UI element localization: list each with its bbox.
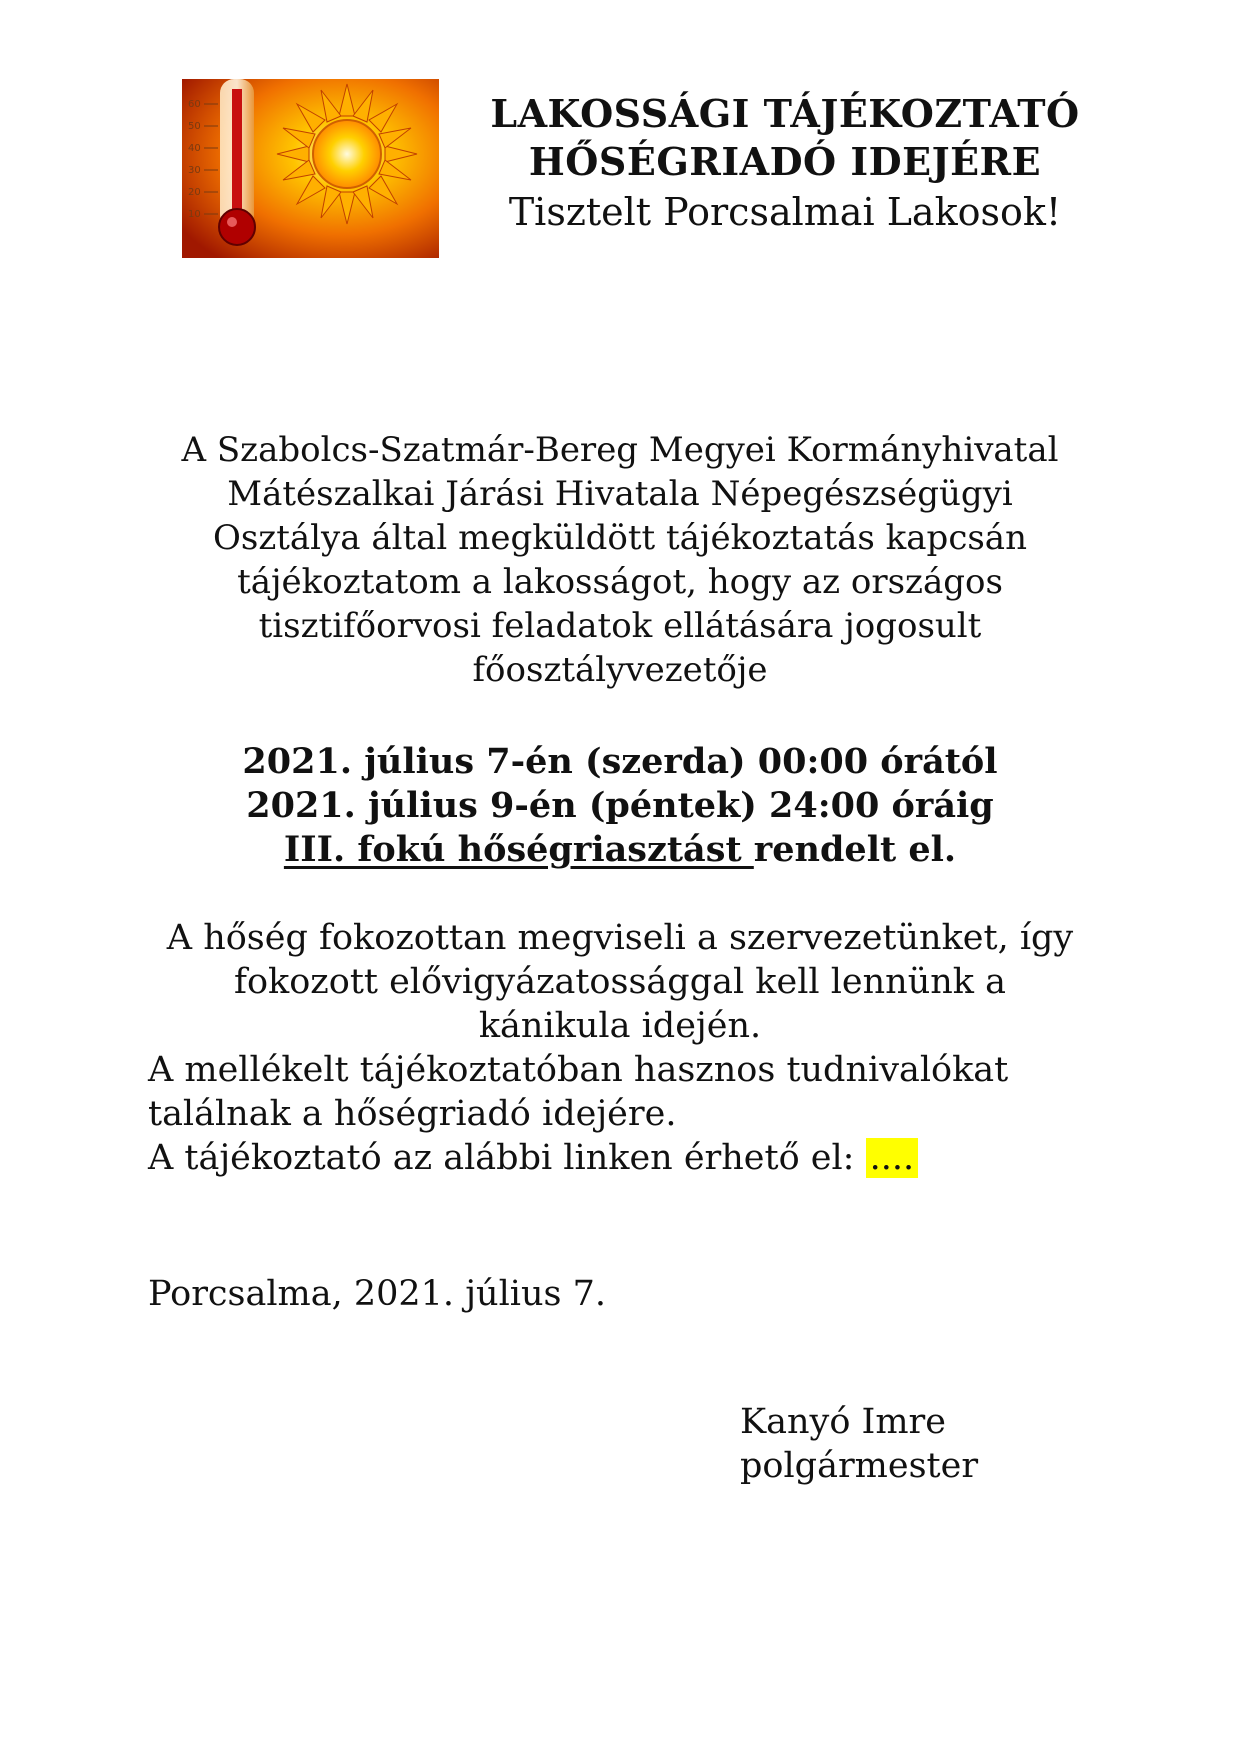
attachment-paragraph (148, 1048, 1128, 1180)
greeting: Tisztelt Porcsalmai Lakosok! (508, 190, 1062, 234)
svg-text:60: 60 (188, 99, 201, 110)
alert-start: 2021. július 7-én (szerda) 00:00 órától (242, 741, 998, 782)
intro-line: A Szabolcs-Szatmár-Bereg Megyei Kormányhivatal (181, 430, 1059, 470)
intro-line: Mátészalkai Járási Hivatala Népegészségügyi (227, 474, 1013, 514)
svg-text:10: 10 (188, 209, 201, 220)
signer-name: Kanyó Imre (740, 1402, 946, 1442)
attachment-line-3 (148, 1136, 1128, 1180)
title-line-2: HŐSÉGRIADÓ IDEJÉRE (528, 139, 1042, 184)
alert-level-underlined: III. fokú hőségriasztást (283, 829, 754, 870)
place-date: Porcsalma, 2021. július 7. (148, 1274, 606, 1314)
intro-line: tisztifőorvosi feladatok ellátására jogosult (258, 606, 982, 646)
title-line-1: LAKOSSÁGI TÁJÉKOZTATÓ (490, 91, 1080, 136)
attachment-line-2: találnak a hőségriadó idejére. (148, 1094, 677, 1134)
heat-note-paragraph (130, 916, 1110, 1048)
intro-line: tájékoztatom a lakosságot, hogy az országos (237, 562, 1003, 602)
intro-paragraph (130, 428, 1110, 692)
intro-line: Osztálya által megküldött tájékoztatás kapcsán (213, 518, 1027, 558)
signature-block (740, 1400, 978, 1488)
intro-line: főosztályvezetője (472, 650, 768, 690)
link-placeholder[interactable]: .... (866, 1138, 919, 1178)
document-header (440, 90, 1130, 238)
link-intro: A tájékoztató az alábbi linken érhető el: (148, 1138, 866, 1178)
heat-note-line: fokozott elővigyázatossággal kell lennünk a (234, 962, 1006, 1002)
svg-text:20: 20 (188, 187, 201, 198)
heat-alert-block (130, 740, 1110, 872)
signer-role: polgármester (740, 1446, 979, 1486)
alert-level (130, 828, 1110, 872)
svg-text:30: 30 (188, 165, 201, 176)
alert-end: 2021. július 9-én (péntek) 24:00 óráig (246, 785, 994, 826)
attachment-line-1: A mellékelt tájékoztatóban hasznos tudnivalókat (148, 1050, 1009, 1090)
thermometer-sun-image (182, 79, 439, 258)
svg-text:50: 50 (188, 121, 201, 132)
heat-note-line: kánikula idején. (478, 1006, 762, 1046)
svg-text:40: 40 (188, 143, 201, 154)
alert-level-rest: rendelt el. (753, 829, 957, 870)
heat-note-line: A hőség fokozottan megviseli a szervezetünket, így (166, 918, 1074, 958)
